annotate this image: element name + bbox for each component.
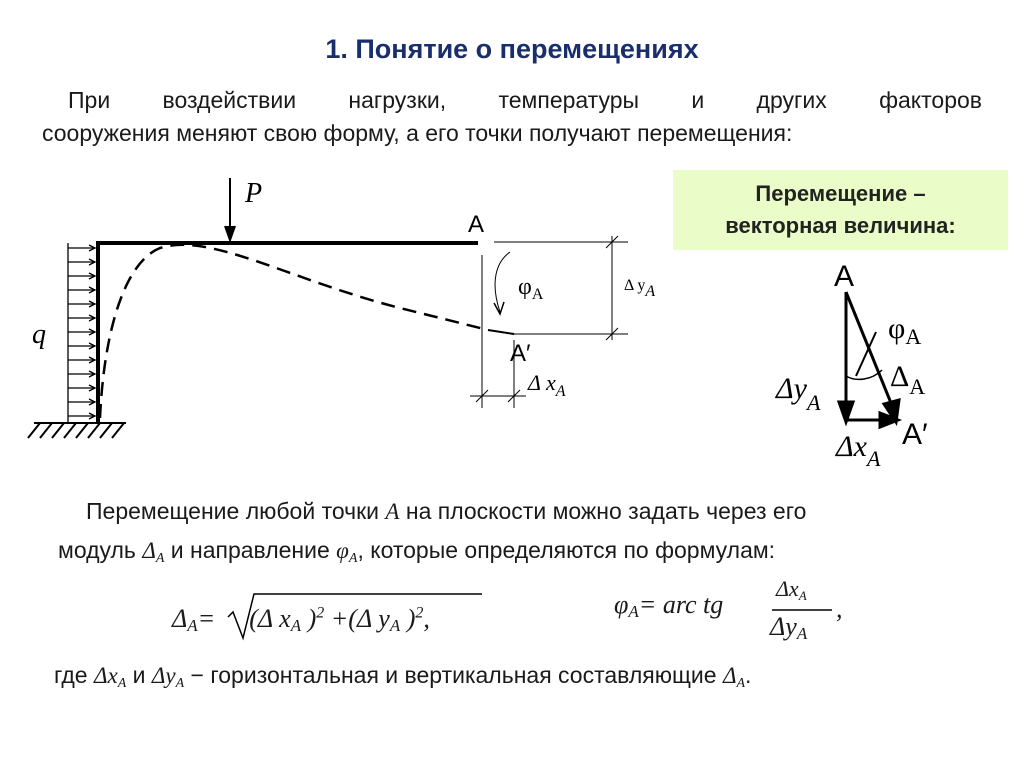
- vec-label-a-prime: A′: [902, 418, 928, 451]
- formula-angle-denominator: $\Delta y_A$: [770, 612, 808, 643]
- box-line-2: векторная величина:: [725, 213, 956, 238]
- ground-support: [28, 423, 126, 438]
- label-phi: $\varphi_A$: [518, 274, 544, 303]
- vec-label-dx: $\Delta x_A$: [836, 430, 881, 471]
- intro-line-1: При воздействии нагрузки, температуры и других факторов: [68, 87, 982, 113]
- vec-label-a: A: [834, 260, 855, 293]
- label-dy: Δ $y_A$: [624, 277, 656, 300]
- vec-label-delta: $\Delta_A$: [890, 360, 926, 399]
- vec-label-phi: $\varphi_A$: [888, 312, 922, 349]
- load-arrow-p: [225, 178, 235, 240]
- formula-angle: $\varphi_A=$ arc tg: [614, 590, 724, 621]
- box-line-1: Перемещение –: [755, 181, 926, 206]
- vec-label-dy: $\Delta y_A$: [776, 372, 821, 415]
- where-line: где $\Delta x_A$ и $\Delta y_A$ − горизонтальная и вертикальная составляющие $\Delta_A$.: [54, 662, 752, 691]
- formula-modulus: $\Delta_A= (\Delta$ $x_A$ )$^2$ +(Δ $y_A$ )$^2$,: [172, 604, 430, 635]
- explanation-line-1: Перемещение любой точки A на плоскости можно задать через его: [86, 498, 807, 524]
- label-a-prime: A′: [510, 340, 531, 367]
- label-p: P: [245, 178, 263, 209]
- formula-angle-comma: ,: [836, 594, 843, 623]
- distributed-load: [68, 243, 95, 423]
- formula-angle-numerator: $\Delta x_A$: [776, 576, 807, 603]
- explanation-paragraph: [58, 492, 988, 578]
- slide-title: 1. Понятие о перемещениях: [325, 34, 699, 64]
- deformed-shape: [100, 245, 488, 418]
- label-dx: Δ $x_A$: [528, 370, 566, 400]
- frame-structure: [96, 243, 478, 423]
- label-a: A: [468, 211, 485, 238]
- label-q: q: [32, 319, 46, 350]
- intro-line-2: сооружения меняют свою форму, а его точки получают перемещения:: [42, 120, 793, 146]
- explanation-line-2: модуль $\Delta_A$ и направление $\varphi_A$, которые определяются по формулам:: [58, 537, 776, 566]
